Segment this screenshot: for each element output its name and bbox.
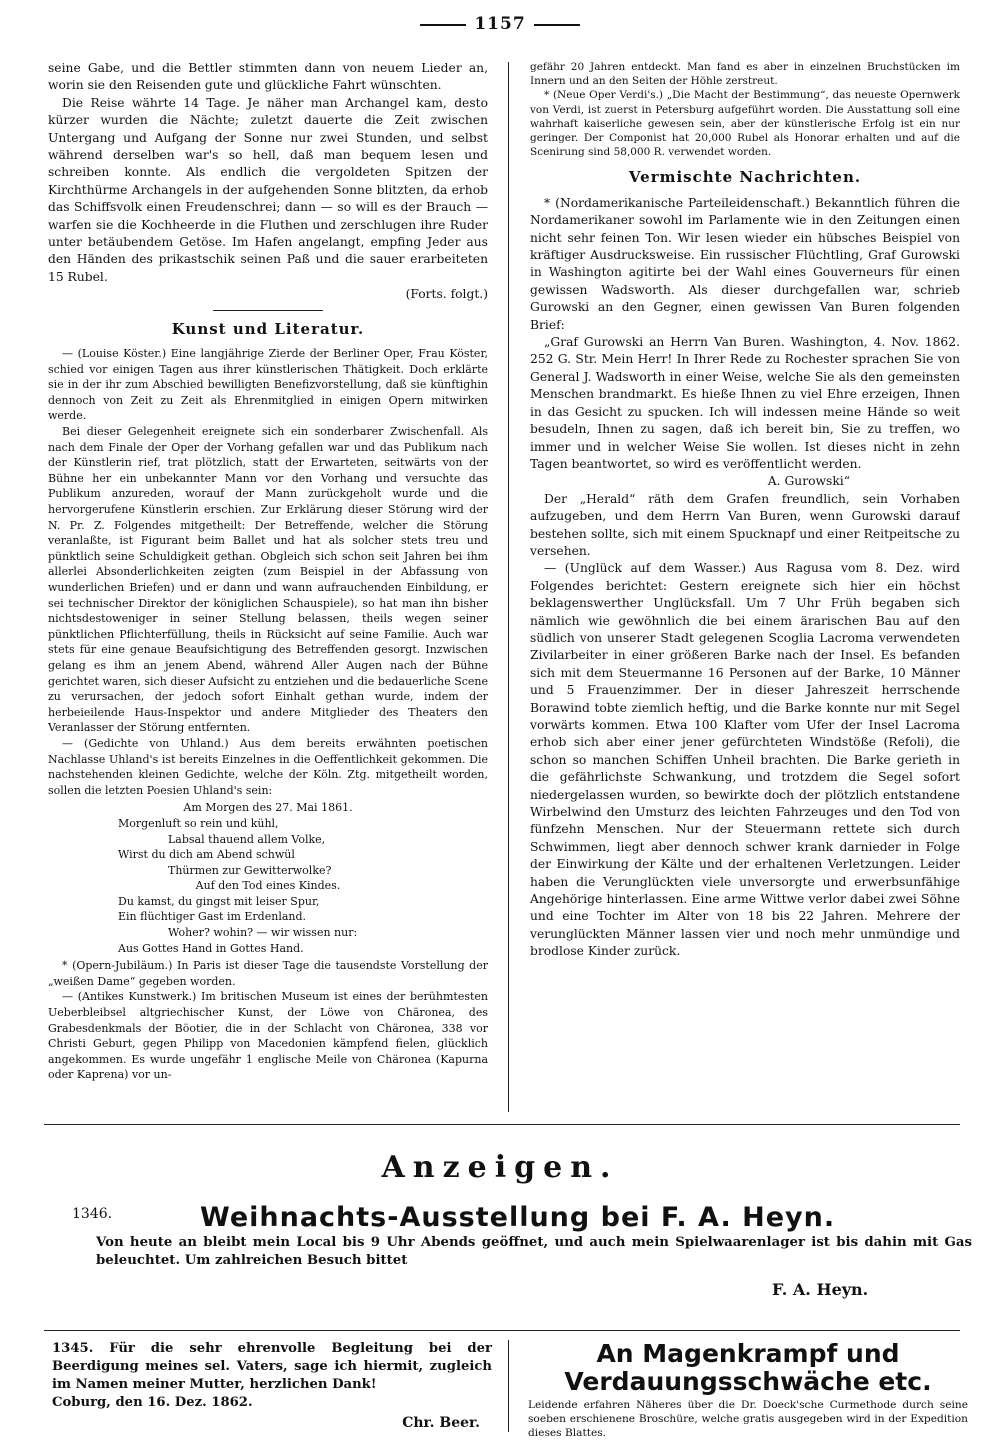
article-opern-jubilaeum: * (Opern-Jubiläum.) In Paris ist dieser Tage die tausendste Vorstellung der „weißen Dame“ gegeben worden. (48, 959, 488, 988)
poem-line: Wirst du dich am Abend schwül (118, 848, 295, 862)
poem-line: Ein flüchtiger Gast im Erdenland. (118, 910, 307, 924)
poem-line: Du kamst, du gingst mit leiser Spur, (118, 894, 320, 908)
column-divider (508, 62, 509, 1112)
article-unglueck: — (Unglück auf dem Wasser.) Aus Ragusa vom 8. Dez. wird Folgendes berichtet: Gestern ereignete sich hier ein höchst beklagenswerther Unglücksfall. Um 7 Uhr Früh begaben sich nämlich wie gewöhnlich die bei einem ärarischen Bau auf den südlich von unserer Stadt gelegenen Scoglia Lacroma verwendeten Zivilarbeiter in einer größeren Barke nach der Insel. Es befanden sich mit dem Steuermanne 16 Personen auf der Barke, 10 Männer und 5 Frauenzimmer. Der in dieser Jahreszeit herrschende Borawind tobte ziemlich heftig, und die Barke konnte nur mit Segel vorwärts kommen. Etwa 100 Klafter vom Ufer der Insel Lacroma erhob sich aber einer jener gefürchteten Windstöße (Refoli), die schon so manchen Schiffen Unheil brachten. Die Barke gerieth in die gefährlichste Schwankung, und trotzdem die Segel sofort niedergelassen wurden, so bewirkte doch der plötzlich entstandene Wirbelwind den Umsturz des leichten Fahrzeuges und den Tod von fünfzehn Menschen. Nur der Steuermann rettete sich durch Schwimmen, liegt aber dennoch schwer krank darnieder in Folge der Einwirkung der Kälte und der erhaltenen Verletzungen. Leider haben die Verunglückten viele unversorgte und erwerbsunfähige Angehörige hinterlassen. Eine arme Wittwe verlor dabei zwei Söhne und eine Tochter im Alter von 18 bis 22 Jahren. Mehrere der verunglückten Männer lassen vier und noch mehr unmündige und brodlose Kinder zurück. (530, 561, 960, 959)
ad-body: Von heute an bleibt mein Local bis 9 Uhr Abends geöffnet, und auch mein Spielwaarenlager ist bis dahin mit Gas beleuchtet. Um zahlreichen Besuch bittet (96, 1235, 972, 1268)
ads-title: Anzeigen. (381, 1150, 619, 1185)
story-paragraph: Die Reise währte 14 Tage. Je näher man Archangel kam, desto kürzer wurden die Nächte; zuletzt dauerte die Zeit zwischen Untergang und Aufgang der Sonne nur zwei Stunden, und selbst während derselben war's so hell, daß man bequem lesen und schreiben konnte. Als endlich die vergoldeten Spitzen der Kirchthürme Archangels in der aufgehenden Sonne blitzten, da erhob das Schiffsvolk einen Freudenschrei; dann — so will es der Brauch — warfen sie die Kochheerde in die Fluthen und zerschlugen ihre Ruder unter betäubendem Getöse. Im Hafen angelangt, empfing Jeder aus den Händen des prikastschik seinen Paß und die sauer erarbeiteten 15 Rubel. (48, 95, 488, 284)
article-herald: Der „Herald“ räth dem Grafen freundlich, sein Vorhaben aufzugeben, und dem Herrn Van Buren, wenn Gurowski darauf bestehen sollte, sich mit einem Spucknapf und einer Reitpeitsche zu versehen. (530, 491, 960, 558)
ads-separator-rule (44, 1330, 960, 1331)
poem-line: Woher? wohin? — wir wissen nur: (168, 926, 358, 940)
article-antikes-kunstwerk: — (Antikes Kunstwerk.) Im britischen Museum ist eines der berühmtesten Ueberbleibsel altgriechischer Kunst, der Löwe von Chäronea, des Grabesdenkmals der Böotier, die in der Schlacht von Chäronea, 338 vor Christi Geburt, gegen Philipp von Macedonien kämpfend fielen, glücklich angekommen. Es wurde ungefähr 1 englische Meile von Chäronea (Kapurna oder Kaprena) vor un- (48, 990, 488, 1082)
letter-text: „Graf Gurowski an Herrn Van Buren. Washington, 4. Nov. 1862. 252 G. Str. Mein Herr! In Ihrer Rede zu Rochester sprachen Sie von General J. Wadsworth in einer Weise, welche Sie als den gemeinsten Menschen brandmarkt. Es hieße Ihnen zu viel Ehre erzeigen, Ihnen in das Gesicht zu spucken. Ich will indessen meine Hände so weit besudeln, Ihnen zu sagen, daß ich bereit bin, Sie zu treffen, wo immer und in welcher Weise Sie wollen. Ist dieses nicht in zehn Tagen beantwortet, so wird es veröffentlicht werden. (530, 335, 960, 471)
poem-line: Aus Gottes Hand in Gottes Hand. (118, 941, 304, 955)
article-zwischenfall: Bei dieser Gelegenheit ereignete sich ein sonderbarer Zwischenfall. Als nach dem Finale der Oper der Vorhang gefallen war und das Publikum nach der Künstlerin rief, trat plötzlich, statt der Erwarteten, seitwärts von der Bühne her ein unbekannter Mann vor den Vorhang und versuchte das Publikum anzureden, worauf der Mann zurückgeholt wurde und die hervorgerufene Künstlerin erschien. Zur Erklärung dieser Störung wird der N. Pr. Z. Folgendes mitgetheilt: Der Betreffende, welcher die Störung veranlaßte, ist Figurant beim Ballet und hat als solcher stets treu und pünktlich seine Schuldigkeit gethan. Obgleich sich schon seit Jahren bei ihm allerlei Absonderlichkeiten zeigten (zum Beispiel in der Abfassung von wunderlichen Briefen) und er dann und wann aufrauchenden Einbildung, er sei technischer Direktor der königlichen Schauspiele), so hat man ihn bisher nichtsdestoweniger in seiner Stellung belassen, theils wegen seiner pünktlichen Pflichterfüllung, theils in Rücksicht auf seine Familie. Auch war stets für eine genaue Beaufsichtigung des Betreffenden gesorgt. Inzwischen gelang es ihm an jenem Abend, während Aller Augen nach der Bühne gerichtet waren, sich dieser Aufsicht zu entziehen und die bedauerliche Scene zu verursachen, der jedoch sofort Einhalt gethan wurde, indem der herbeieilende Haus-Inspektor und andere Mitglieder des Theaters den Veranlasser der Störung entfernten. (48, 425, 488, 735)
story-paragraph: seine Gabe, und die Bettler stimmten dann von neuem Lieder an, worin sie den Reisenden gute und glückliche Fahrt wünschten. (48, 61, 488, 93)
article-verdi: * (Neue Oper Verdi's.) „Die Macht der Bestimmung“, das neueste Opernwerk von Verdi, ist zuerst in Petersburg aufgeführt worden. Die Ausstattung soll eine wahrhaft kaiserliche gewesen sein, aber der künstlerische Erfolg ist ein nur geringer. Der Componist hat 20,000 Rubel als Honorar erhalten und auf die Scenirung sind 58,000 R. verwendet worden. (530, 89, 960, 159)
poem-line: Thürmen zur Gewitterwolke? (168, 863, 332, 877)
page-number-rule-left (420, 24, 466, 26)
ad-body: Leidende erfahren Näheres über die Dr. Doeck'sche Curmethode durch seine soeben erschienene Broschüre, welche gratis ausgegeben wird in der Expedition dieses Blattes. (528, 1399, 968, 1439)
poem-line: Labsal thauend allem Volke, (168, 832, 326, 846)
ad-headline: An Magenkrampf und Verdauungsschwäche etc. (564, 1339, 932, 1396)
ad-place-date: Coburg, den 16. Dez. 1862. (52, 1395, 253, 1410)
section-title-kunst: Kunst und Literatur. (171, 319, 365, 338)
page-number (0, 14, 1000, 34)
story-continued: (Forts. folgt.) (405, 287, 488, 302)
section-title-vermischte: Vermischte Nachrichten. (628, 168, 862, 187)
page-number-rule-right (534, 24, 580, 26)
left-column (48, 60, 488, 1118)
ad-signature: Chr. Beer. (402, 1415, 480, 1431)
right-column (530, 60, 960, 1118)
poem-line: Morgenluft so rein und kühl, (118, 816, 279, 830)
ad-magenkrampf (528, 1340, 968, 1440)
article-koester: — (Louise Köster.) Eine langjährige Zierde der Berliner Oper, Frau Köster, schied vor einigen Tagen aus ihrer künstlerischen Thätigkeit. Doch erklärte sie in der ihr zum Abschied bewilligten Benefizvorstellung, daß sie künftighin dennoch von Zeit zu Zeit als Ehrenmitglied in einigen Opern mitwirken werde. (48, 347, 488, 423)
page-number-text: 1157 (474, 14, 526, 34)
poem-heading: Auf den Tod eines Kindes. (195, 879, 341, 893)
ads-top-rule (44, 1124, 960, 1125)
ads-column-divider (508, 1340, 509, 1432)
article-parteileidenschaft: * (Nordamerikanische Parteileidenschaft.) Bekanntlich führen die Nordamerikaner sowohl im Parlamente wie in den Zeitungen einen nicht sehr feinen Ton. Wir lesen wieder ein hübsches Beispiel von kräftiger Ausdrucksweise. Ein russischer Flüchtling, Graf Gurowski in Washington agitirte bei der Wahl eines Gouverneurs für einen gewissen Wadsworth. Als dieser durchgefallen war, schrieb Gurowski an den Gegner, einen gewissen Van Buren folgenden Brief: (530, 195, 960, 332)
intro-paragraph: gefähr 20 Jahren entdeckt. Man fand es aber in einzelnen Bruchstücken im Innern und an den Seiten der Höhle zerstreut. (530, 61, 960, 88)
article-uhland: — (Gedichte von Uhland.) Aus dem bereits erwähnten poetischen Nachlasse Uhland's ist bereits Einzelnes in die Oeffentlichkeit gekommen. Die nachstehenden kleinen Gedichte, welche der Köln. Ztg. mitgetheilt worden, sollen die letzten Poesien Uhland's sein: (48, 736, 488, 797)
section-rule (213, 310, 323, 311)
ad-body: 1345. Für die sehr ehrenvolle Begleitung bei der Beerdigung meines sel. Vaters, sage ich hiermit, zugleich im Namen meiner Mutter, herzlichen Dank! (52, 1341, 492, 1392)
letter-signature: A. Gurowski“ (767, 474, 850, 489)
ad-headline: Weihnachts-Ausstellung bei F. A. Heyn. (200, 1202, 836, 1233)
ad-number: 1346. (72, 1206, 113, 1222)
poem-heading: Am Morgen des 27. Mai 1861. (183, 801, 353, 815)
ad-signature: F. A. Heyn. (772, 1280, 869, 1299)
ad-beer (52, 1340, 492, 1432)
poem-block (48, 800, 488, 956)
